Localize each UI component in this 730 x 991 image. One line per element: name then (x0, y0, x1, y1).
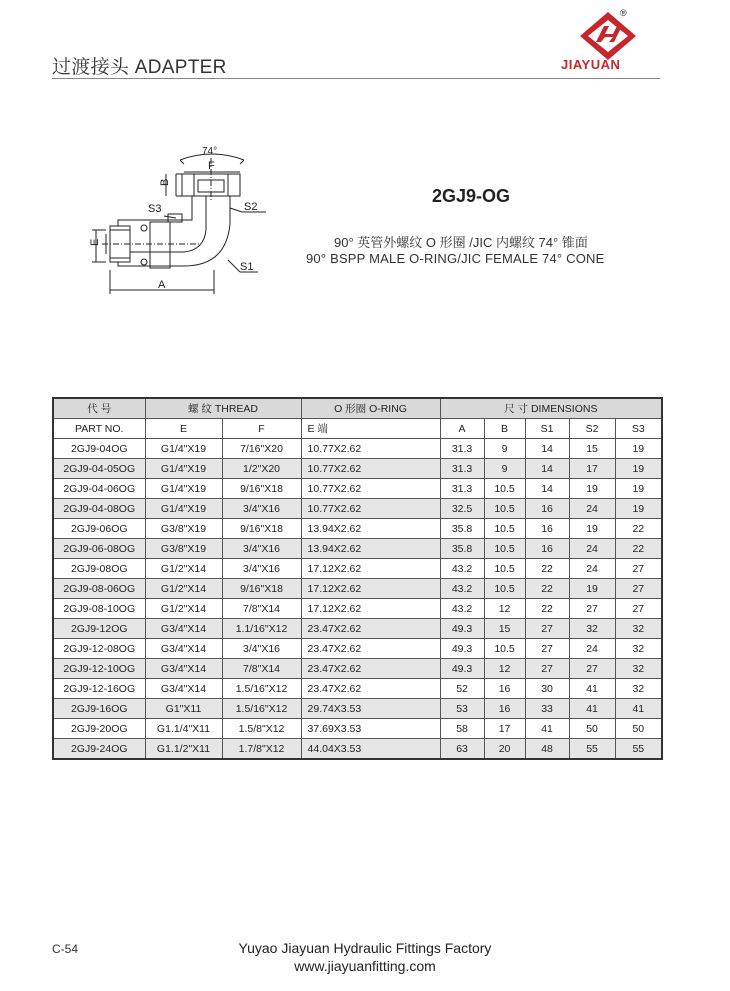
table-row (53, 619, 662, 639)
part-no-cell: 2GJ9-12-08OG (53, 639, 145, 659)
s1-cell: 16 (525, 499, 569, 519)
s1-cell: 30 (525, 679, 569, 699)
table-header-row-2 (53, 419, 662, 439)
s1-cell: 41 (525, 719, 569, 739)
s3-cell: 27 (615, 559, 662, 579)
b-cell: 10.5 (484, 499, 525, 519)
registered-mark: ® (620, 8, 627, 18)
s2-cell: 17 (569, 459, 615, 479)
label-f: F (208, 160, 215, 172)
f-thread-cell: 9/16"X18 (222, 479, 301, 499)
s2-cell: 19 (569, 479, 615, 499)
label-s3: S3 (148, 203, 162, 215)
f-thread-cell: 3/4"X16 (222, 639, 301, 659)
header-a: A (440, 419, 484, 439)
s1-cell: 27 (525, 639, 569, 659)
blank-cell (376, 739, 440, 760)
part-no-cell: 2GJ9-08OG (53, 559, 145, 579)
a-cell: 49.3 (440, 659, 484, 679)
e-thread-cell: G3/8"X19 (145, 539, 222, 559)
part-no-cell: 2GJ9-06OG (53, 519, 145, 539)
f-thread-cell: 1.5/8"X12 (222, 719, 301, 739)
f-thread-cell: 7/8"X14 (222, 659, 301, 679)
oring-cell: 23.47X2.62 (301, 639, 376, 659)
b-cell: 10.5 (484, 579, 525, 599)
table-row (53, 539, 662, 559)
header-part-no: PART NO. (53, 419, 145, 439)
part-no-cell: 2GJ9-06-08OG (53, 539, 145, 559)
product-description-en: 90° BSPP MALE O-RING/JIC FEMALE 74° CONE (306, 251, 605, 266)
a-cell: 43.2 (440, 599, 484, 619)
e-thread-cell: G3/4"X14 (145, 659, 222, 679)
s3-cell: 32 (615, 659, 662, 679)
blank-cell (376, 579, 440, 599)
header-divider (52, 78, 660, 79)
table-row (53, 519, 662, 539)
angle-label: 74° (202, 146, 218, 157)
e-thread-cell: G1/2"X14 (145, 579, 222, 599)
s2-cell: 50 (569, 719, 615, 739)
oring-cell: 37.69X3.53 (301, 719, 376, 739)
oring-cell: 10.77X2.62 (301, 439, 376, 459)
b-cell: 16 (484, 679, 525, 699)
part-no-cell: 2GJ9-20OG (53, 719, 145, 739)
e-thread-cell: G1/2"X14 (145, 559, 222, 579)
s2-cell: 15 (569, 439, 615, 459)
part-no-cell: 2GJ9-12-16OG (53, 679, 145, 699)
s1-cell: 16 (525, 519, 569, 539)
blank-cell (376, 539, 440, 559)
blank-cell (376, 519, 440, 539)
b-cell: 9 (484, 439, 525, 459)
s2-cell: 41 (569, 679, 615, 699)
part-no-cell: 2GJ9-04-08OG (53, 499, 145, 519)
s1-cell: 14 (525, 479, 569, 499)
f-thread-cell: 7/16"X20 (222, 439, 301, 459)
table-row (53, 599, 662, 619)
part-no-cell: 2GJ9-08-10OG (53, 599, 145, 619)
oring-cell: 10.77X2.62 (301, 459, 376, 479)
header-blank (376, 419, 440, 439)
s3-cell: 27 (615, 579, 662, 599)
header-f-thread: F (222, 419, 301, 439)
s1-cell: 48 (525, 739, 569, 760)
table-row (53, 559, 662, 579)
header-e-thread: E (145, 419, 222, 439)
header-s3: S3 (615, 419, 662, 439)
b-cell: 9 (484, 459, 525, 479)
f-thread-cell: 3/4"X16 (222, 539, 301, 559)
product-code: 2GJ9-OG (432, 186, 511, 206)
table-row (53, 439, 662, 459)
a-cell: 31.3 (440, 479, 484, 499)
part-no-cell: 2GJ9-04-06OG (53, 479, 145, 499)
logo-text: JIAYUAN (561, 57, 621, 72)
table-row (53, 739, 662, 760)
e-thread-cell: G1/4"X19 (145, 499, 222, 519)
a-cell: 31.3 (440, 439, 484, 459)
s3-cell: 22 (615, 539, 662, 559)
e-thread-cell: G1.1/2"X11 (145, 739, 222, 760)
header-thread: 螺 纹 THREAD (145, 398, 301, 419)
e-thread-cell: G1"X11 (145, 699, 222, 719)
oring-cell: 10.77X2.62 (301, 499, 376, 519)
part-no-cell: 2GJ9-04-05OG (53, 459, 145, 479)
a-cell: 52 (440, 679, 484, 699)
blank-cell (376, 639, 440, 659)
s3-cell: 27 (615, 599, 662, 619)
s2-cell: 24 (569, 539, 615, 559)
b-cell: 10.5 (484, 539, 525, 559)
table-row (53, 719, 662, 739)
s3-cell: 19 (615, 439, 662, 459)
b-cell: 12 (484, 599, 525, 619)
footer-url: www.jiayuanfitting.com (294, 958, 436, 974)
header-code-cn: 代 号 (53, 398, 145, 419)
a-cell: 43.2 (440, 559, 484, 579)
oring-cell: 17.12X2.62 (301, 559, 376, 579)
oring-cell: 17.12X2.62 (301, 599, 376, 619)
blank-cell (376, 659, 440, 679)
part-no-cell: 2GJ9-12-10OG (53, 659, 145, 679)
s1-cell: 33 (525, 699, 569, 719)
oring-cell: 23.47X2.62 (301, 659, 376, 679)
s1-cell: 16 (525, 539, 569, 559)
s3-cell: 32 (615, 679, 662, 699)
footer-company: Yuyao Jiayuan Hydraulic Fittings Factory (238, 940, 492, 956)
a-cell: 58 (440, 719, 484, 739)
table-row (53, 639, 662, 659)
s3-cell: 19 (615, 459, 662, 479)
s3-cell: 19 (615, 479, 662, 499)
b-cell: 16 (484, 699, 525, 719)
oring-cell: 13.94X2.62 (301, 539, 376, 559)
table-row (53, 479, 662, 499)
label-b: B (159, 178, 171, 186)
e-thread-cell: G3/8"X19 (145, 519, 222, 539)
blank-cell (376, 719, 440, 739)
s3-cell: 32 (615, 639, 662, 659)
f-thread-cell: 1/2"X20 (222, 459, 301, 479)
s1-cell: 22 (525, 599, 569, 619)
blank-cell (376, 619, 440, 639)
fitting-drawing (80, 138, 280, 298)
s2-cell: 19 (569, 519, 615, 539)
s2-cell: 41 (569, 699, 615, 719)
a-cell: 63 (440, 739, 484, 760)
part-no-cell: 2GJ9-24OG (53, 739, 145, 760)
header-b: B (484, 419, 525, 439)
page-title: 过渡接头 ADAPTER (52, 57, 227, 78)
s2-cell: 55 (569, 739, 615, 760)
a-cell: 49.3 (440, 639, 484, 659)
s2-cell: 32 (569, 619, 615, 639)
s3-cell: 19 (615, 499, 662, 519)
e-thread-cell: G1/4"X19 (145, 459, 222, 479)
blank-cell (376, 439, 440, 459)
e-thread-cell: G3/4"X14 (145, 619, 222, 639)
s2-cell: 24 (569, 559, 615, 579)
label-s1: S1 (240, 261, 254, 273)
s3-cell: 50 (615, 719, 662, 739)
b-cell: 15 (484, 619, 525, 639)
b-cell: 10.5 (484, 639, 525, 659)
table-row (53, 679, 662, 699)
s1-cell: 22 (525, 559, 569, 579)
header-s2: S2 (569, 419, 615, 439)
a-cell: 49.3 (440, 619, 484, 639)
part-no-cell: 2GJ9-04OG (53, 439, 145, 459)
f-thread-cell: 3/4"X16 (222, 559, 301, 579)
a-cell: 31.3 (440, 459, 484, 479)
blank-cell (376, 699, 440, 719)
label-s2: S2 (244, 201, 258, 213)
f-thread-cell: 9/16"X18 (222, 579, 301, 599)
a-cell: 35.8 (440, 519, 484, 539)
table-row (53, 699, 662, 719)
table-header-row-1 (53, 398, 662, 419)
spec-table (52, 397, 663, 760)
a-cell: 35.8 (440, 539, 484, 559)
b-cell: 10.5 (484, 479, 525, 499)
oring-cell: 10.77X2.62 (301, 479, 376, 499)
part-no-cell: 2GJ9-16OG (53, 699, 145, 719)
s2-cell: 27 (569, 599, 615, 619)
oring-cell: 17.12X2.62 (301, 579, 376, 599)
e-thread-cell: G3/4"X14 (145, 679, 222, 699)
s1-cell: 14 (525, 459, 569, 479)
table-row (53, 499, 662, 519)
s2-cell: 27 (569, 659, 615, 679)
blank-cell (376, 499, 440, 519)
f-thread-cell: 3/4"X16 (222, 499, 301, 519)
s3-cell: 22 (615, 519, 662, 539)
f-thread-cell: 1.1/16"X12 (222, 619, 301, 639)
label-a: A (158, 279, 166, 291)
e-thread-cell: G1.1/4"X11 (145, 719, 222, 739)
product-description-cn: 90° 英管外螺纹 O 形圈 /JIC 内螺纹 74° 锥面 (334, 235, 588, 250)
b-cell: 20 (484, 739, 525, 760)
blank-cell (376, 559, 440, 579)
a-cell: 32.5 (440, 499, 484, 519)
blank-cell (376, 479, 440, 499)
oring-cell: 23.47X2.62 (301, 679, 376, 699)
s3-cell: 55 (615, 739, 662, 760)
s1-cell: 14 (525, 439, 569, 459)
table-row (53, 459, 662, 479)
table-row (53, 579, 662, 599)
blank-cell (376, 599, 440, 619)
oring-cell: 13.94X2.62 (301, 519, 376, 539)
header-oring: O 形圈 O-RING (301, 398, 440, 419)
e-thread-cell: G1/4"X19 (145, 439, 222, 459)
a-cell: 43.2 (440, 579, 484, 599)
label-e: E (89, 238, 101, 246)
s3-cell: 41 (615, 699, 662, 719)
part-no-cell: 2GJ9-12OG (53, 619, 145, 639)
f-thread-cell: 1.5/16"X12 (222, 679, 301, 699)
header-dimensions: 尺 寸 DIMENSIONS (440, 398, 662, 419)
blank-cell (376, 459, 440, 479)
s1-cell: 27 (525, 659, 569, 679)
b-cell: 12 (484, 659, 525, 679)
part-no-cell: 2GJ9-08-06OG (53, 579, 145, 599)
s1-cell: 27 (525, 619, 569, 639)
s2-cell: 24 (569, 639, 615, 659)
e-thread-cell: G1/4"X19 (145, 479, 222, 499)
page-number: C-54 (52, 942, 79, 956)
b-cell: 17 (484, 719, 525, 739)
s1-cell: 22 (525, 579, 569, 599)
table-row (53, 659, 662, 679)
s3-cell: 32 (615, 619, 662, 639)
oring-cell: 29.74X3.53 (301, 699, 376, 719)
e-thread-cell: G3/4"X14 (145, 639, 222, 659)
header-s1: S1 (525, 419, 569, 439)
e-thread-cell: G1/2"X14 (145, 599, 222, 619)
f-thread-cell: 9/16"X18 (222, 519, 301, 539)
oring-cell: 44.04X3.53 (301, 739, 376, 760)
f-thread-cell: 1.5/16"X12 (222, 699, 301, 719)
s2-cell: 24 (569, 499, 615, 519)
a-cell: 53 (440, 699, 484, 719)
header-e-end: E 端 (301, 419, 376, 439)
oring-cell: 23.47X2.62 (301, 619, 376, 639)
blank-cell (376, 679, 440, 699)
f-thread-cell: 7/8"X14 (222, 599, 301, 619)
b-cell: 10.5 (484, 559, 525, 579)
s2-cell: 19 (569, 579, 615, 599)
b-cell: 10.5 (484, 519, 525, 539)
f-thread-cell: 1.7/8"X12 (222, 739, 301, 760)
